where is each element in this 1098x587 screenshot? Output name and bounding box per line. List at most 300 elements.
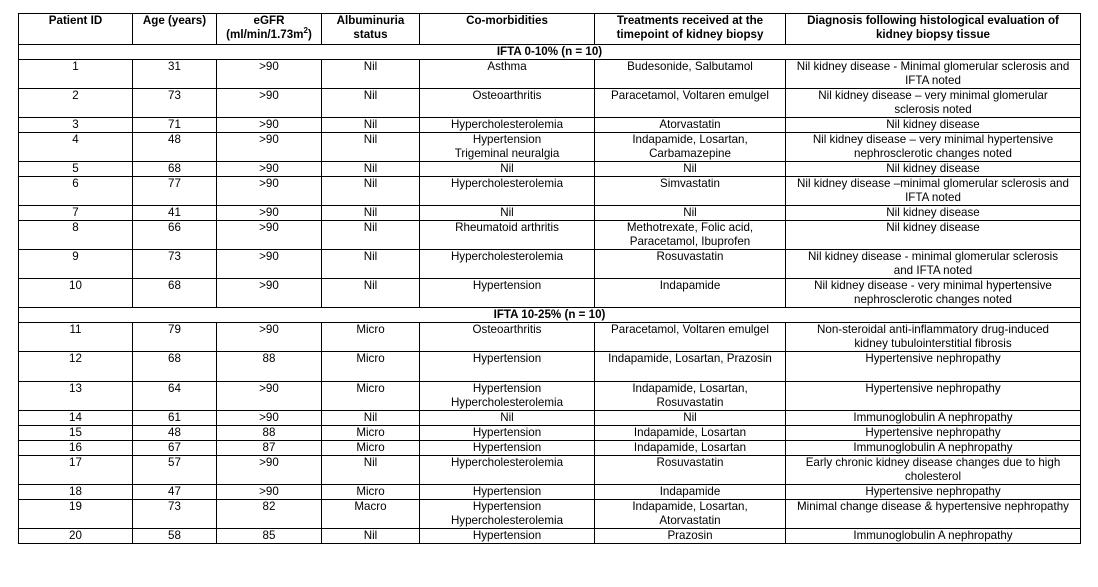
cell-treatments — [595, 456, 786, 485]
cell-comorbidities — [420, 162, 595, 177]
table-row — [19, 426, 1081, 441]
cell-comorbidities-text: Hypertension — [472, 500, 542, 513]
cell-albuminuria — [322, 441, 420, 456]
cell-treatments-text: Rosuvastatin — [656, 250, 724, 263]
cell-age — [133, 456, 217, 485]
cell-treatments — [595, 118, 786, 133]
cell-albuminuria — [322, 323, 420, 352]
cell-comorbidities-text: Nil — [500, 411, 514, 424]
cell-treatments-text: Nil — [683, 206, 697, 219]
cell-patient-id — [19, 250, 133, 279]
cell-albuminuria — [322, 250, 420, 279]
header-diagnosis: Diagnosis following histological evaluation of kidney biopsy tissue — [786, 14, 1081, 45]
cell-diagnosis-text: Non-steroidal anti-inflammatory drug-induced — [817, 323, 1049, 336]
cell-egfr — [217, 411, 322, 426]
cell-treatments-text: Indapamide — [659, 279, 721, 292]
table-row — [19, 221, 1081, 250]
cell-patient-id — [19, 162, 133, 177]
cell-comorbidities-text: Hypercholesterolemia — [450, 514, 564, 527]
cell-egfr-text: >90 — [259, 177, 279, 190]
table-header — [19, 14, 1081, 45]
cell-diagnosis — [786, 250, 1081, 279]
cell-diagnosis-text: cholesterol — [904, 470, 962, 483]
table-row — [19, 118, 1081, 133]
cell-comorbidities-text: Rheumatoid arthritis — [455, 221, 559, 234]
cell-treatments — [595, 177, 786, 206]
cell-diagnosis — [786, 60, 1081, 89]
cell-diagnosis-text: Nil kidney disease — [886, 118, 980, 131]
cell-treatments — [595, 323, 786, 352]
cell-treatments-text: Rosuvastatin — [656, 456, 724, 469]
cell-diagnosis — [786, 89, 1081, 118]
cell-age — [133, 485, 217, 500]
cell-albuminuria — [322, 500, 420, 529]
cell-albuminuria-text: Nil — [363, 133, 378, 146]
cell-diagnosis-text: Hypertensive nephropathy — [865, 352, 1001, 365]
cell-diagnosis-text: Immunoglobulin A nephropathy — [853, 529, 1013, 542]
cell-diagnosis-text: nephrosclerotic changes noted — [854, 147, 1012, 160]
cell-egfr — [217, 352, 322, 382]
cell-treatments-text: Prazosin — [667, 529, 713, 542]
cell-albuminuria-text: Nil — [363, 529, 378, 542]
cell-diagnosis-text: Hypertensive nephropathy — [865, 485, 1001, 498]
cell-comorbidities-text: Hypertension — [472, 485, 542, 498]
cell-treatments-text: Indapamide, Losartan, Prazosin — [608, 352, 772, 365]
cell-treatments — [595, 133, 786, 162]
cell-comorbidities — [420, 206, 595, 221]
cell-egfr — [217, 206, 322, 221]
cell-albuminuria — [322, 382, 420, 411]
cell-comorbidities-text: Hypercholesterolemia — [450, 118, 564, 131]
cell-diagnosis-text: Early chronic kidney disease changes due to high — [805, 456, 1061, 469]
cell-albuminuria-text: Macro — [354, 500, 387, 513]
cell-patient-id-text: 9 — [72, 250, 79, 263]
table-row — [19, 411, 1081, 426]
cell-age — [133, 221, 217, 250]
cell-diagnosis-text: Nil kidney disease - minimal glomerular sclerosis — [808, 250, 1058, 263]
cell-patient-id — [19, 221, 133, 250]
cell-age — [133, 162, 217, 177]
cell-treatments-text: Paracetamol, Voltaren emulgel — [611, 89, 769, 102]
cell-albuminuria-text: Nil — [363, 411, 378, 424]
cell-treatments-text: Rosuvastatin — [656, 396, 724, 409]
cell-comorbidities-text: Hypertension — [472, 352, 542, 365]
cell-diagnosis — [786, 177, 1081, 206]
cell-diagnosis — [786, 118, 1081, 133]
cell-age-text: 68 — [168, 162, 181, 175]
cell-treatments-text: Atorvastatin — [659, 118, 721, 131]
header-age: Age (years) — [133, 14, 217, 45]
cell-treatments-text: Simvastatin — [660, 177, 720, 190]
cell-diagnosis — [786, 441, 1081, 456]
cell-treatments — [595, 162, 786, 177]
cell-egfr — [217, 426, 322, 441]
cell-treatments — [595, 250, 786, 279]
cell-albuminuria — [322, 133, 420, 162]
cell-egfr — [217, 279, 322, 308]
table-row — [19, 529, 1081, 544]
cell-age-text: 64 — [168, 382, 181, 395]
cell-age — [133, 382, 217, 411]
cell-age — [133, 133, 217, 162]
cell-age-text: 41 — [168, 206, 181, 219]
cell-age-text: 68 — [168, 352, 181, 365]
cell-egfr — [217, 382, 322, 411]
cell-diagnosis — [786, 426, 1081, 441]
cell-albuminuria — [322, 60, 420, 89]
cell-age-text: 57 — [168, 456, 181, 469]
cell-age — [133, 411, 217, 426]
cell-egfr-text: >90 — [259, 279, 279, 292]
cell-comorbidities — [420, 456, 595, 485]
cell-albuminuria-text: Nil — [363, 177, 378, 190]
cell-albuminuria — [322, 162, 420, 177]
cell-comorbidities-text: Hypercholesterolemia — [450, 177, 564, 190]
cell-age — [133, 89, 217, 118]
cell-albuminuria — [322, 485, 420, 500]
cell-age — [133, 177, 217, 206]
patient-table — [18, 13, 1081, 544]
cell-egfr-text: 82 — [262, 500, 276, 513]
cell-diagnosis — [786, 206, 1081, 221]
cell-patient-id — [19, 485, 133, 500]
cell-diagnosis-text: Minimal change disease & hypertensive nephropathy — [797, 500, 1069, 513]
cell-treatments-text: Nil — [683, 411, 697, 424]
cell-patient-id-text: 1 — [72, 60, 79, 73]
cell-comorbidities — [420, 133, 595, 162]
cell-diagnosis — [786, 500, 1081, 529]
header-row — [19, 14, 1081, 45]
cell-egfr — [217, 500, 322, 529]
cell-age — [133, 206, 217, 221]
cell-egfr-text: >90 — [259, 118, 279, 131]
cell-treatments-text: Atorvastatin — [659, 514, 721, 527]
cell-treatments-text: Methotrexate, Folic acid, — [626, 221, 754, 234]
cell-comorbidities — [420, 221, 595, 250]
cell-age-text: 48 — [168, 426, 181, 439]
header-comorbidities: Co-morbidities — [420, 14, 595, 45]
cell-patient-id — [19, 118, 133, 133]
cell-age-text: 68 — [168, 279, 181, 292]
cell-diagnosis-text: Nil kidney disease - very minimal hypertensive — [814, 279, 1052, 292]
cell-patient-id-text: 20 — [69, 529, 82, 542]
cell-egfr-text: >90 — [259, 60, 279, 73]
cell-comorbidities-text: Osteoarthritis — [472, 323, 542, 336]
cell-diagnosis — [786, 133, 1081, 162]
table-row — [19, 323, 1081, 352]
cell-treatments — [595, 529, 786, 544]
cell-patient-id-text: 6 — [72, 177, 79, 190]
cell-albuminuria-text: Micro — [356, 426, 385, 439]
table-row — [19, 206, 1081, 221]
cell-age — [133, 250, 217, 279]
cell-age-text: 47 — [168, 485, 181, 498]
cell-diagnosis — [786, 162, 1081, 177]
header-treatments: Treatments received at the timepoint of kidney biopsy — [595, 14, 786, 45]
cell-egfr-text: >90 — [259, 411, 279, 424]
cell-diagnosis-text: Nil kidney disease - Minimal glomerular sclerosis and — [796, 60, 1070, 73]
cell-treatments-text: Paracetamol, Ibuprofen — [629, 235, 751, 248]
cell-age — [133, 441, 217, 456]
cell-patient-id — [19, 279, 133, 308]
cell-comorbidities-text: Hypercholesterolemia — [450, 456, 564, 469]
cell-age-text: 73 — [168, 500, 181, 513]
cell-diagnosis-text: IFTA noted — [905, 74, 961, 87]
cell-age — [133, 118, 217, 133]
cell-age-text: 79 — [168, 323, 181, 336]
cell-egfr-text: >90 — [259, 250, 279, 263]
table-row — [19, 133, 1081, 162]
cell-egfr — [217, 118, 322, 133]
cell-treatments-text: Indapamide, Losartan, — [632, 382, 748, 395]
cell-age — [133, 529, 217, 544]
cell-comorbidities-text: Hypertension — [472, 426, 542, 439]
cell-comorbidities — [420, 411, 595, 426]
cell-albuminuria — [322, 118, 420, 133]
cell-egfr-text: >90 — [259, 206, 279, 219]
cell-patient-id — [19, 352, 133, 382]
cell-comorbidities — [420, 177, 595, 206]
cell-egfr — [217, 177, 322, 206]
cell-albuminuria-text: Nil — [363, 162, 378, 175]
cell-age-text: 71 — [168, 118, 181, 131]
cell-treatments — [595, 441, 786, 456]
table-body — [19, 45, 1081, 544]
cell-treatments — [595, 221, 786, 250]
cell-albuminuria-text: Nil — [363, 118, 378, 131]
cell-egfr-text: >90 — [259, 382, 279, 395]
cell-patient-id-text: 3 — [72, 118, 79, 131]
cell-diagnosis-text: Hypertensive nephropathy — [865, 382, 1001, 395]
cell-albuminuria-text: Micro — [356, 382, 385, 395]
cell-egfr-text: 87 — [262, 441, 276, 454]
cell-patient-id-text: 2 — [72, 89, 79, 102]
cell-treatments — [595, 382, 786, 411]
cell-comorbidities-text: Hypercholesterolemia — [450, 250, 564, 263]
cell-albuminuria — [322, 529, 420, 544]
cell-egfr — [217, 529, 322, 544]
cell-age — [133, 60, 217, 89]
cell-patient-id-text: 14 — [69, 411, 82, 424]
cell-albuminuria-text: Micro — [356, 485, 385, 498]
cell-egfr-text: >90 — [259, 221, 279, 234]
cell-diagnosis — [786, 382, 1081, 411]
cell-comorbidities-text: Trigeminal neuralgia — [454, 147, 560, 160]
cell-patient-id-text: 4 — [72, 133, 79, 146]
cell-age — [133, 352, 217, 382]
cell-diagnosis — [786, 529, 1081, 544]
cell-patient-id — [19, 177, 133, 206]
group-title: IFTA 10-25% (n = 10) — [19, 308, 1081, 323]
cell-treatments — [595, 206, 786, 221]
table-row — [19, 500, 1081, 529]
table-row — [19, 382, 1081, 411]
cell-comorbidities — [420, 323, 595, 352]
cell-treatments-text: Carbamazepine — [649, 147, 731, 160]
cell-comorbidities — [420, 426, 595, 441]
cell-diagnosis-text: nephrosclerotic changes noted — [854, 293, 1012, 306]
cell-egfr-text: >90 — [259, 323, 279, 336]
cell-egfr-text: >90 — [259, 133, 279, 146]
cell-patient-id — [19, 426, 133, 441]
cell-diagnosis — [786, 323, 1081, 352]
cell-egfr — [217, 441, 322, 456]
cell-patient-id — [19, 60, 133, 89]
table-row — [19, 456, 1081, 485]
cell-age — [133, 426, 217, 441]
cell-patient-id-text: 16 — [69, 441, 82, 454]
cell-patient-id — [19, 500, 133, 529]
cell-age-text: 61 — [168, 411, 181, 424]
cell-patient-id-text: 7 — [72, 206, 79, 219]
cell-treatments-text: Nil — [683, 162, 697, 175]
cell-comorbidities — [420, 441, 595, 456]
cell-age-text: 48 — [168, 133, 181, 146]
cell-egfr — [217, 89, 322, 118]
cell-age-text: 73 — [168, 250, 181, 263]
table-row — [19, 441, 1081, 456]
cell-treatments-text: Indapamide, Losartan — [633, 441, 747, 454]
cell-treatments — [595, 426, 786, 441]
cell-comorbidities — [420, 250, 595, 279]
cell-comorbidities — [420, 485, 595, 500]
cell-patient-id-text: 11 — [69, 323, 82, 336]
cell-comorbidities — [420, 382, 595, 411]
cell-treatments — [595, 500, 786, 529]
cell-albuminuria-text: Nil — [363, 221, 378, 234]
cell-albuminuria — [322, 456, 420, 485]
cell-albuminuria — [322, 279, 420, 308]
cell-patient-id-text: 13 — [69, 382, 82, 395]
cell-patient-id-text: 5 — [72, 162, 79, 175]
cell-egfr — [217, 60, 322, 89]
cell-patient-id-text: 18 — [69, 485, 82, 498]
table-row — [19, 60, 1081, 89]
group-title: IFTA 0-10% (n = 10) — [19, 45, 1081, 60]
cell-egfr-text: 88 — [262, 352, 276, 365]
cell-albuminuria — [322, 89, 420, 118]
cell-diagnosis-text: Nil kidney disease – very minimal glomerular — [818, 89, 1048, 102]
cell-egfr — [217, 456, 322, 485]
cell-patient-id — [19, 529, 133, 544]
cell-diagnosis-text: Nil kidney disease –minimal glomerular sclerosis and — [797, 177, 1069, 190]
cell-patient-id-text: 15 — [69, 426, 82, 439]
cell-egfr-text: 88 — [262, 426, 276, 439]
cell-patient-id-text: 10 — [69, 279, 82, 292]
cell-albuminuria-text: Nil — [363, 89, 378, 102]
cell-egfr — [217, 162, 322, 177]
cell-patient-id — [19, 89, 133, 118]
cell-treatments — [595, 352, 786, 382]
cell-comorbidities-text: Hypertension — [472, 133, 542, 146]
cell-comorbidities — [420, 500, 595, 529]
cell-egfr-text: >90 — [259, 485, 279, 498]
cell-patient-id — [19, 133, 133, 162]
cell-comorbidities — [420, 89, 595, 118]
cell-albuminuria-text: Nil — [363, 250, 378, 263]
cell-diagnosis — [786, 279, 1081, 308]
cell-albuminuria — [322, 411, 420, 426]
cell-comorbidities-text: Asthma — [487, 60, 527, 73]
cell-diagnosis-text: Nil kidney disease — [886, 162, 980, 175]
cell-comorbidities — [420, 352, 595, 382]
cell-age-text: 66 — [168, 221, 181, 234]
cell-age — [133, 500, 217, 529]
cell-comorbidities — [420, 60, 595, 89]
cell-comorbidities — [420, 529, 595, 544]
cell-patient-id-text: 19 — [69, 500, 82, 513]
cell-egfr-text: >90 — [259, 89, 279, 102]
cell-albuminuria — [322, 221, 420, 250]
cell-albuminuria-text: Nil — [363, 206, 378, 219]
cell-patient-id — [19, 441, 133, 456]
cell-patient-id-text: 12 — [69, 352, 82, 365]
cell-diagnosis — [786, 411, 1081, 426]
cell-age-text: 73 — [168, 89, 181, 102]
cell-albuminuria-text: Micro — [356, 352, 385, 365]
cell-diagnosis-text: Immunoglobulin A nephropathy — [853, 411, 1013, 424]
cell-treatments-text: Indapamide — [659, 485, 721, 498]
table-row — [19, 89, 1081, 118]
cell-diagnosis-text: Nil kidney disease — [886, 206, 980, 219]
cell-albuminuria — [322, 352, 420, 382]
cell-treatments — [595, 89, 786, 118]
cell-patient-id-text: 17 — [69, 456, 82, 469]
cell-diagnosis — [786, 352, 1081, 382]
table-row — [19, 485, 1081, 500]
cell-diagnosis-text: Nil kidney disease – very minimal hypertensive — [812, 133, 1054, 146]
table-row — [19, 352, 1081, 382]
cell-diagnosis-text: sclerosis noted — [894, 103, 972, 116]
cell-patient-id-text: 8 — [72, 221, 79, 234]
cell-diagnosis-text: IFTA noted — [905, 191, 961, 204]
table-container — [18, 13, 1081, 544]
cell-albuminuria-text: Micro — [356, 323, 385, 336]
header-patient-id: Patient ID — [19, 14, 133, 45]
table-row — [19, 177, 1081, 206]
table-row — [19, 279, 1081, 308]
cell-treatments-text: Paracetamol, Voltaren emulgel — [611, 323, 769, 336]
cell-comorbidities-text: Nil — [500, 162, 514, 175]
cell-comorbidities-text: Hypertension — [472, 279, 542, 292]
cell-treatments-text: Indapamide, Losartan, — [632, 500, 748, 513]
cell-treatments — [595, 485, 786, 500]
cell-egfr-text: >90 — [259, 456, 279, 469]
cell-treatments-text: Indapamide, Losartan, — [632, 133, 748, 146]
cell-comorbidities-text: Hypertension — [472, 382, 542, 395]
cell-treatments — [595, 411, 786, 426]
cell-albuminuria-text: Nil — [363, 60, 378, 73]
cell-diagnosis-text: and IFTA noted — [893, 264, 973, 277]
cell-age-text: 77 — [168, 177, 181, 190]
cell-age — [133, 279, 217, 308]
cell-patient-id — [19, 382, 133, 411]
table-row — [19, 250, 1081, 279]
cell-egfr-text: 85 — [262, 529, 276, 542]
cell-egfr — [217, 485, 322, 500]
cell-egfr — [217, 250, 322, 279]
cell-age — [133, 323, 217, 352]
cell-comorbidities-text: Osteoarthritis — [472, 89, 542, 102]
cell-diagnosis-text: Immunoglobulin A nephropathy — [853, 441, 1013, 454]
cell-comorbidities-text: Hypertension — [472, 441, 542, 454]
header-egfr: eGFR $(ml/\min/1.73m^2)$ — [217, 14, 322, 45]
cell-diagnosis-text: Hypertensive nephropathy — [865, 426, 1001, 439]
cell-diagnosis-text: kidney tubulointerstitial fibrosis — [854, 337, 1012, 350]
cell-albuminuria — [322, 177, 420, 206]
cell-comorbidities — [420, 279, 595, 308]
cell-diagnosis-text: Nil kidney disease — [886, 221, 980, 234]
